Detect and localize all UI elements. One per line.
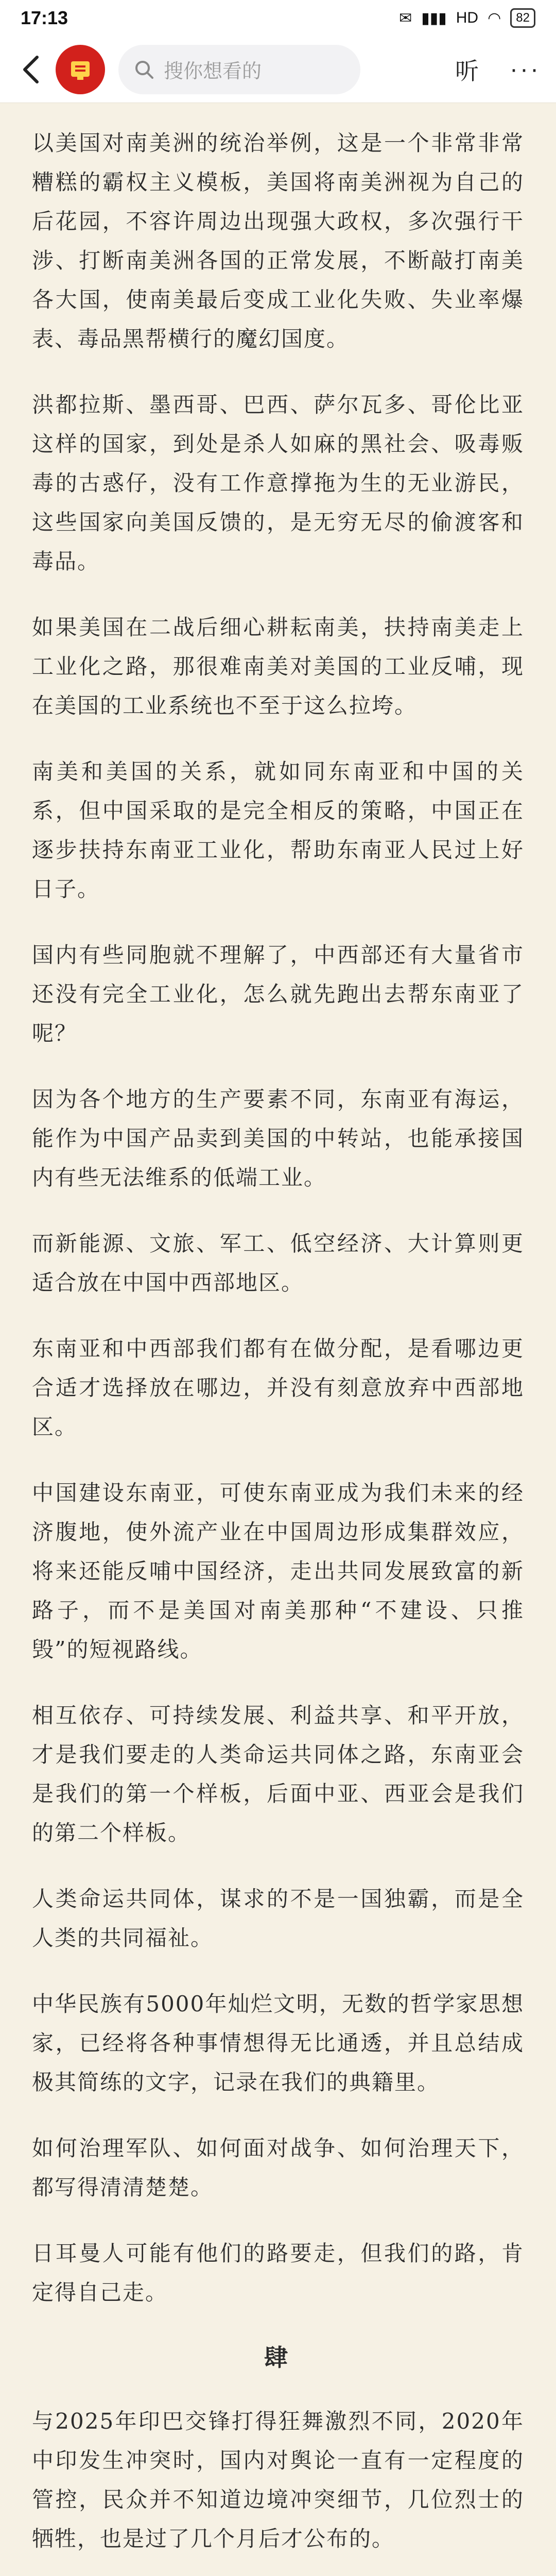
- app-logo-icon[interactable]: [56, 45, 105, 94]
- article-paragraph: 相互依存、可持续发展、利益共享、和平开放，才是我们要走的人类命运共同体之路，东南亚会是我们的第一个样板，后面中亚、西亚会是我们的第二个样板。: [32, 1703, 524, 1845]
- article-paragraph: 如何治理军队、如何面对战争、如何治理天下，都写得清清楚楚。: [32, 2136, 524, 2200]
- battery-icon: 82: [510, 8, 535, 28]
- article-paragraph: 南美和美国的关系，就如同东南亚和中国的关系，但中国采取的是完全相反的策略，中国正在逐步扶持东南亚工业化，帮助东南亚人民过上好日子。: [32, 759, 524, 902]
- article-paragraph: 中华民族有5000年灿烂文明，无数的哲学家思想家，已经将各种事情想得无比通透，并且总结成极其简练的文字，记录在我们的典籍里。: [32, 1991, 524, 2095]
- article-body: [0, 103, 556, 2576]
- search-placeholder: 搜你想看的: [164, 61, 262, 82]
- article-paragraph: 而新能源、文旅、军工、低空经济、大计算则更适合放在中国中西部地区。: [32, 1231, 524, 1295]
- article-paragraph: 洪都拉斯、墨西哥、巴西、萨尔瓦多、哥伦比亚这样的国家，到处是杀人如麻的黑社会、吸毒贩毒的古惑仔，没有工作意撑拖为生的无业游民，这些国家向美国反馈的，是无穷无尽的偷渡客和毒品。: [32, 392, 524, 574]
- article-paragraph: 国内有些同胞就不理解了，中西部还有大量省市还没有完全工业化，怎么就先跑出去帮东南亚了呢？: [32, 942, 524, 1046]
- search-input[interactable]: [118, 45, 360, 94]
- article-paragraph: 东南亚和中西部我们都有在做分配，是看哪边更合适才选择放在哪边，并没有刻意放弃中西部地区。: [32, 1336, 524, 1439]
- article-paragraph: 以美国对南美洲的统治举例，这是一个非常非常糟糕的霸权主义模板，美国将南美洲视为自己的后花园，不容许周边出现强大政权，多次强行干涉、打断南美洲各国的正常发展，不断敲打南美各大国，使南美最后变成工业化失败、失业率爆表、毒品黑帮横行的魔幻国度。: [32, 130, 524, 351]
- more-options-button[interactable]: ···: [510, 56, 541, 83]
- article-paragraph: 与2025年印巴交锋打得狂舞激烈不同，2020年中印发生冲突时，国内对舆论一直有一定程度的管控，民众并不知道边境冲突细节，几位烈士的牺牲，也是过了几个月后才公布的。: [32, 2409, 524, 2551]
- top-nav-bar: [0, 36, 556, 103]
- section-marker: 肆: [264, 2344, 292, 2371]
- search-icon: [134, 59, 154, 80]
- listen-button[interactable]: 听: [455, 57, 479, 84]
- article-paragraph: 人类命运共同体，谋求的不是一国独霸，而是全人类的共同福祉。: [32, 1886, 524, 1951]
- status-time: 17:13: [21, 7, 68, 28]
- status-bar: [0, 0, 556, 36]
- wifi-icon: ◠: [488, 9, 501, 27]
- article-paragraph: 因为各个地方的生产要素不同，东南亚有海运，能作为中国产品卖到美国的中转站，也能承接国内有些无法维系的低端工业。: [32, 1087, 524, 1190]
- notification-icon: ✉: [399, 9, 412, 27]
- status-icons: [399, 8, 535, 28]
- article-paragraph: 日耳曼人可能有他们的路要走，但我们的路，肯定得自己走。: [32, 2241, 524, 2305]
- back-arrow-icon[interactable]: [15, 54, 46, 85]
- article-paragraph: 中国建设东南亚，可使东南亚成为我们未来的经济腹地，使外流产业在中国周边形成集群效应，将来还能反哺中国经济，走出共同发展致富的新路子，而不是美国对南美那种“不建设、只推毁”的短视路线。: [32, 1480, 524, 1662]
- hd-label: HD: [456, 9, 479, 26]
- signal-icon: ▮▮▮: [421, 9, 447, 27]
- article-paragraph: 如果美国在二战后细心耕耘南美，扶持南美走上工业化之路，那很难南美对美国的工业反哺，现在美国的工业系统也不至于这么拉垮。: [32, 615, 524, 718]
